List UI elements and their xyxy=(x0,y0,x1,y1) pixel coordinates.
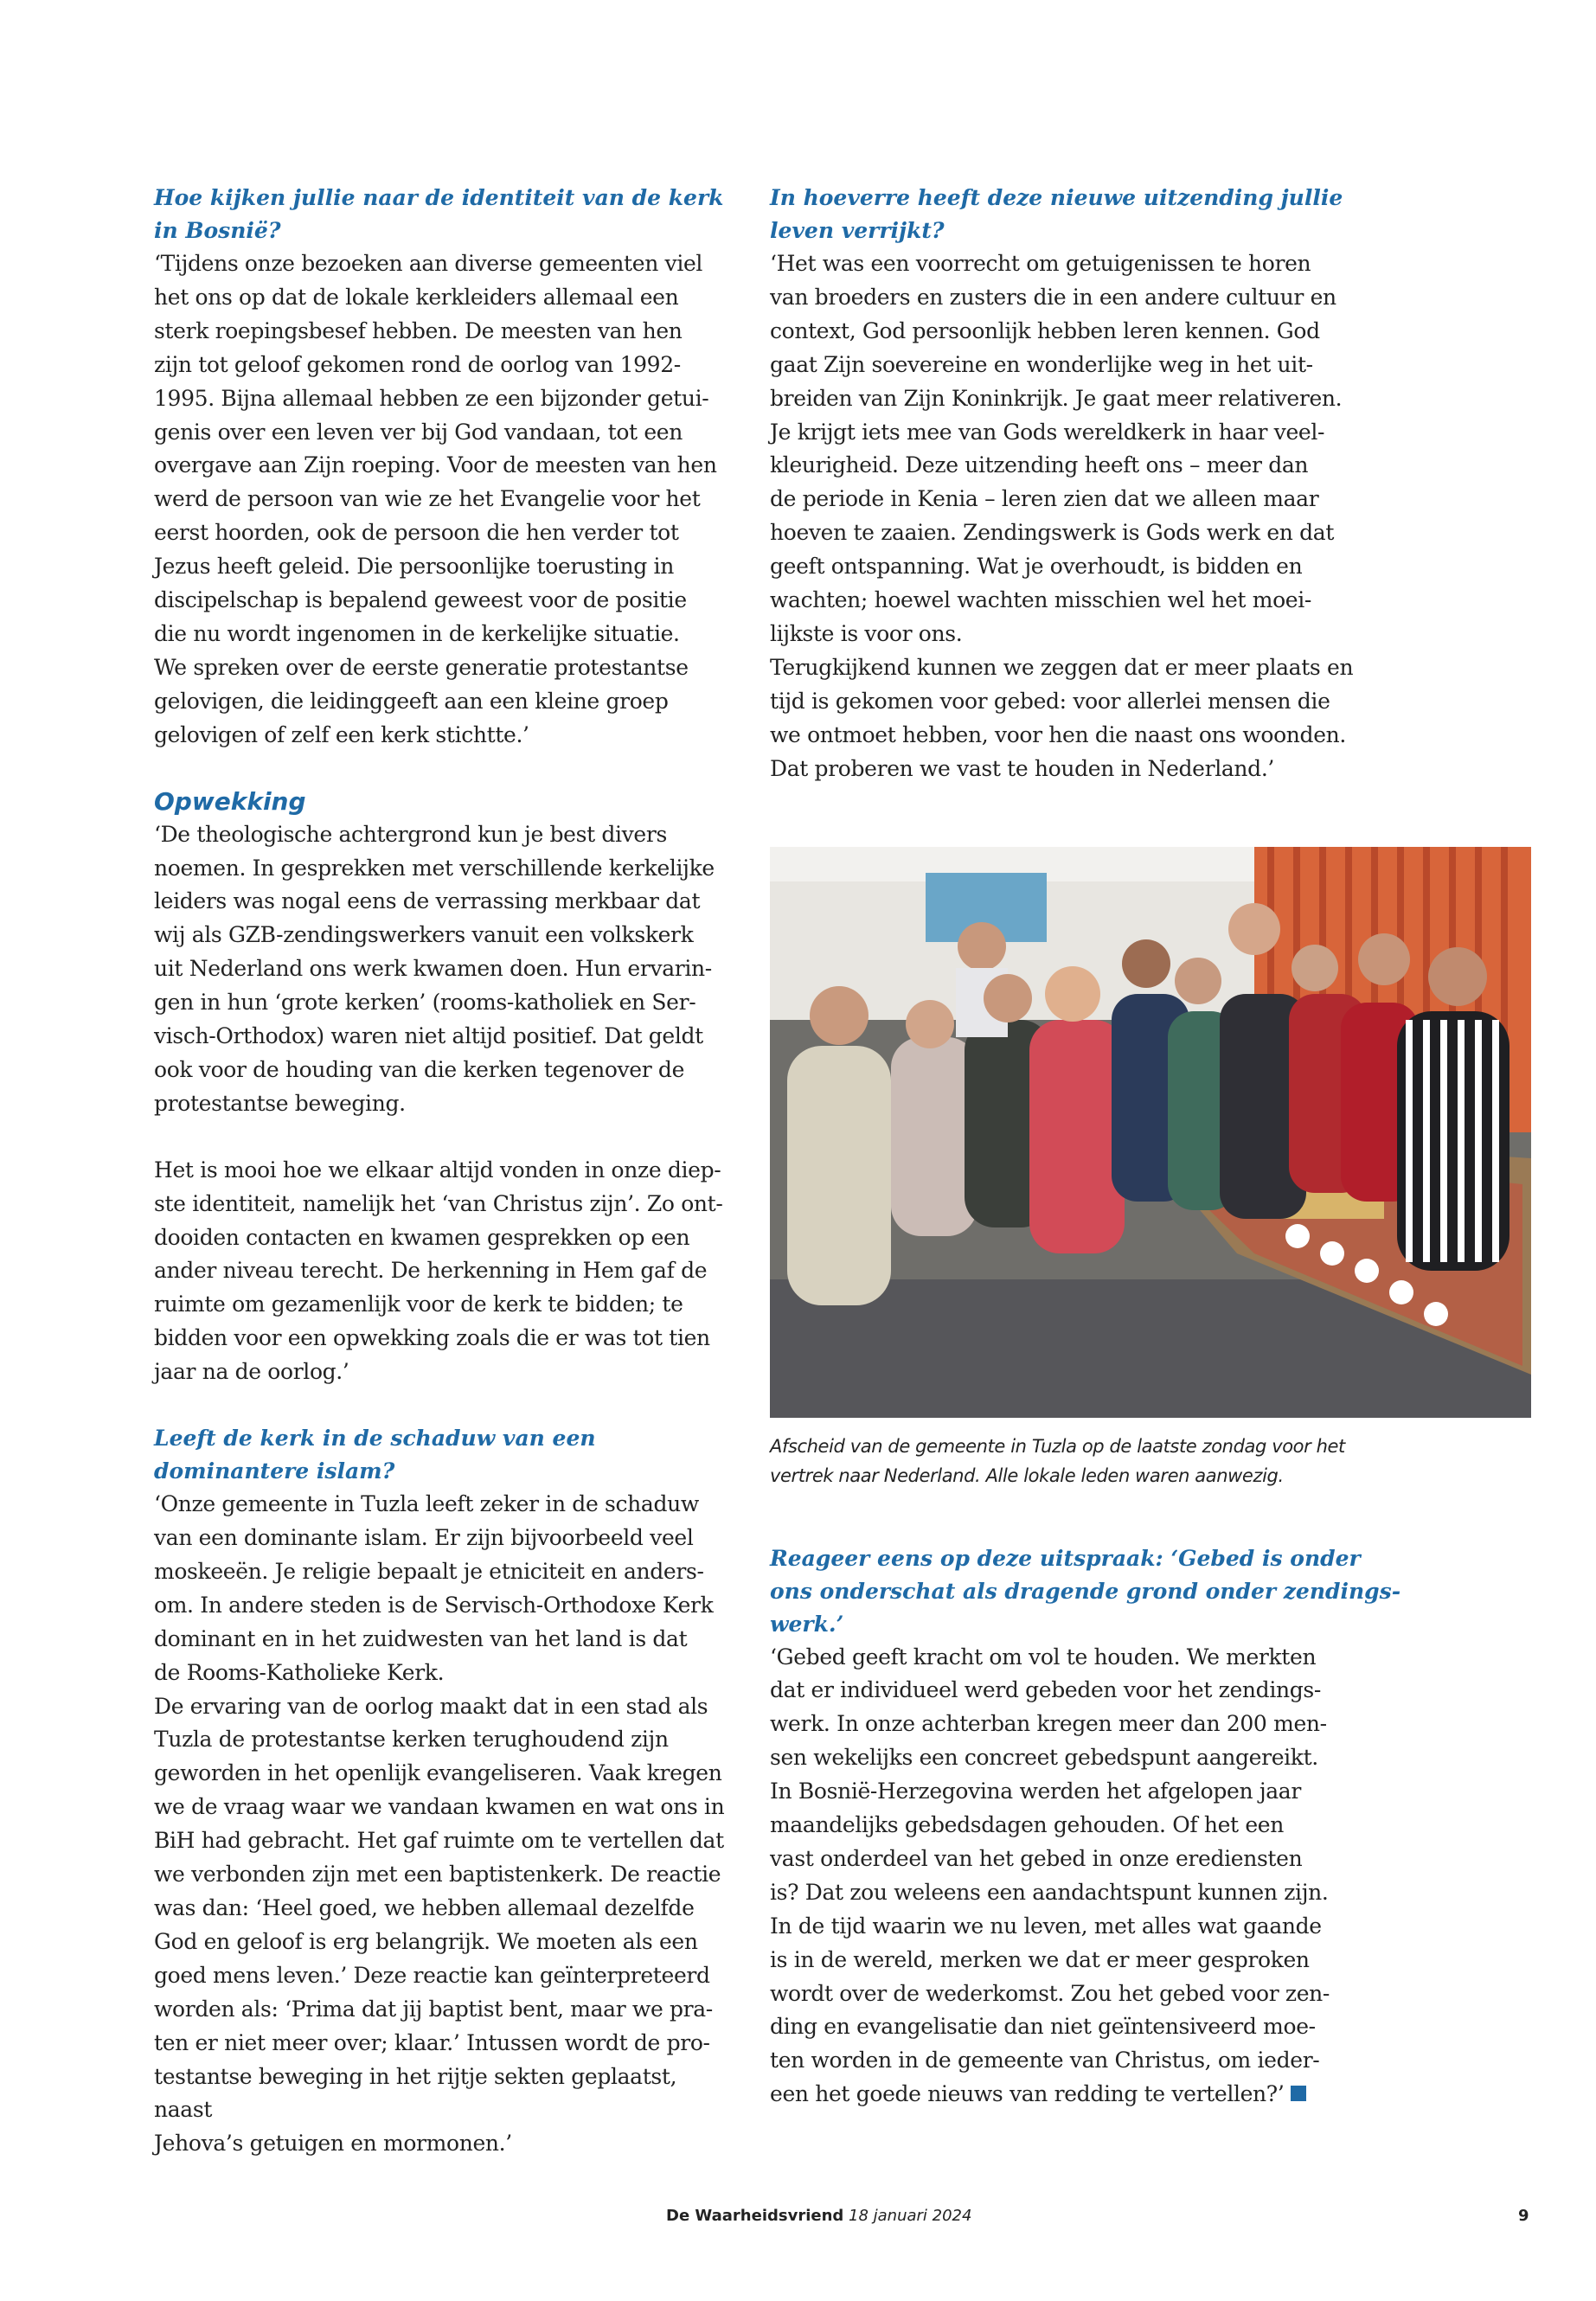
text-line: ‘Gebed geeft kracht om vol te houden. We merkten xyxy=(770,1644,1317,1670)
text-line: ten worden in de gemeente van Christus, om ieder- xyxy=(770,2048,1320,2073)
question-heading: Reageer eens op deze uitspraak: ‘Gebed is onder ons onderschat als dragende grond onder zendings-werk.’ xyxy=(770,1545,1401,1637)
publication-line xyxy=(666,2207,971,2225)
text-line: we de vraag waar we vandaan kwamen en wat ons in xyxy=(154,1794,725,1820)
answer-text xyxy=(154,247,725,753)
text-line: gaat Zijn soevereine en wonderlijke weg in het uit- xyxy=(770,351,1313,377)
text-line: werd de persoon van wie ze het Evangelie voor het xyxy=(154,486,701,512)
text-line: God en geloof is erg belangrijk. We moeten als een xyxy=(154,1928,698,1954)
end-mark-icon xyxy=(1291,2086,1306,2101)
text-line: vast onderdeel van het gebed in onze erediensten xyxy=(770,1845,1303,1871)
text-line: van een dominante islam. Er zijn bijvoorbeeld veel xyxy=(154,1525,694,1550)
answer-text xyxy=(770,1641,1410,2112)
text-line: ‘Het was een voorrecht om getuigenissen te horen xyxy=(770,251,1311,276)
text-line: De ervaring van de oorlog maakt dat in een stad als xyxy=(154,1693,708,1719)
text-line: ruimte om gezamenlijk voor de kerk te bidden; te xyxy=(154,1292,683,1317)
text-line: gelovigen, die leidinggeeft aan een kleine groep xyxy=(154,688,669,714)
text-line: werk. In onze achterban kregen meer dan 200 men- xyxy=(770,1711,1327,1737)
issue-date: 18 januari 2024 xyxy=(849,2207,972,2225)
text-line: hoeven te zaaien. Zendingswerk is Gods werk en dat xyxy=(770,520,1335,546)
text-line: is? Dat zou weleens een aandachtspunt kunnen zijn. xyxy=(770,1879,1329,1905)
text-line: genis over een leven ver bij God vandaan, tot een xyxy=(154,419,683,445)
text-line: leiders was nogal eens de verrassing merkbaar dat xyxy=(154,888,701,914)
text-line: de Rooms-Katholieke Kerk. xyxy=(154,1659,445,1685)
text-line: een het goede nieuws van redding te vertellen?’ xyxy=(770,2078,1410,2112)
group-photo xyxy=(770,847,1531,1418)
text-line: geworden in het openlijk evangeliseren. Vaak kregen xyxy=(154,1760,722,1786)
text-line: van broeders en zusters die in een andere cultuur en xyxy=(770,284,1336,310)
text-line: gelovigen of zelf een kerk stichtte.’ xyxy=(154,721,529,747)
text-line: Jezus heeft geleid. Die persoonlijke toerusting in xyxy=(154,554,674,580)
text-line: dooiden contacten en kwamen gesprekken op een xyxy=(154,1224,690,1250)
text-line: lijkste is voor ons. xyxy=(770,620,963,646)
question-heading: Leeft de kerk in de schaduw van een dominantere islam? xyxy=(154,1426,596,1484)
text-line: ding en evangelisatie dan niet geïntensiveerd moe- xyxy=(770,2014,1316,2040)
text-line: goed mens leven.’ Deze reactie kan geïnterpreteerd xyxy=(154,1962,710,1988)
text-line: wordt over de wederkomst. Zou het gebed voor zen- xyxy=(770,1980,1330,2006)
text-line: context, God persoonlijk hebben leren kennen. God xyxy=(770,317,1320,343)
photo-caption: Afscheid van de gemeente in Tuzla op de laatste zondag voor het vertrek naar Nederland. Alle lokale leden waren aanwezig. xyxy=(770,1435,1345,1486)
text-line: We spreken over de eerste generatie protestantse xyxy=(154,654,689,680)
text-line: uit Nederland ons werk kwamen doen. Hun ervarin- xyxy=(154,956,712,982)
text-line: overgave aan Zijn roeping. Voor de meesten van hen xyxy=(154,452,717,478)
right-column xyxy=(770,182,1410,2112)
text-line: Terugkijkend kunnen we zeggen dat er meer plaats en xyxy=(770,654,1354,680)
question-heading: Hoe kijken jullie naar de identiteit van de kerk in Bosnië? xyxy=(154,185,724,243)
text-line: ook voor de houding van die kerken tegenover de xyxy=(154,1056,685,1082)
text-line: Jehova’s getuigen en mormonen.’ xyxy=(154,2131,512,2157)
answer-text xyxy=(154,818,725,1121)
text-line: noemen. In gesprekken met verschillende kerkelijke xyxy=(154,855,715,881)
text-line: bidden voor een opwekking zoals die er was tot tien xyxy=(154,1325,710,1351)
text-line: testantse beweging in het rijtje sekten geplaatst, naast xyxy=(154,2063,677,2123)
text-line: ‘Onze gemeente in Tuzla leeft zeker in de schaduw xyxy=(154,1491,699,1517)
text-line: jaar na de oorlog.’ xyxy=(154,1359,349,1385)
text-line: dat er individueel werd gebeden voor het zendings- xyxy=(770,1677,1321,1703)
question-heading: In hoeverre heeft deze nieuwe uitzending jullie leven verrijkt? xyxy=(770,185,1343,243)
text-line: we ontmoet hebben, voor hen die naast ons woonden. xyxy=(770,721,1346,747)
text-line: eerst hoorden, ook de persoon die hen verder tot xyxy=(154,520,679,546)
text-line: het ons op dat de lokale kerkleiders allemaal een xyxy=(154,284,679,310)
text-line: sen wekelijks een concreet gebedspunt aangereikt. xyxy=(770,1745,1318,1771)
answer-text xyxy=(770,247,1410,786)
text-line: Dat proberen we vast te houden in Nederland.’ xyxy=(770,755,1275,781)
text-line: In Bosnië-Herzegovina werden het afgelopen jaar xyxy=(770,1779,1301,1804)
text-line: ten er niet meer over; klaar.’ Intussen wordt de pro- xyxy=(154,2029,710,2055)
text-line: is in de wereld, merken we dat er meer gesproken xyxy=(770,1946,1310,1972)
publication-name: De Waarheidsvriend xyxy=(666,2207,844,2225)
text-line: die nu wordt ingenomen in de kerkelijke situatie. xyxy=(154,620,680,646)
text-line: ste identiteit, namelijk het ‘van Christus zijn’. Zo ont- xyxy=(154,1190,723,1216)
text-line: discipelschap is bepalend geweest voor de positie xyxy=(154,587,687,613)
text-line: dominant en in het zuidwesten van het land is dat xyxy=(154,1625,688,1651)
text-line: Het is mooi hoe we elkaar altijd vonden in onze diep- xyxy=(154,1157,721,1183)
text-line: ‘De theologische achtergrond kun je best divers xyxy=(154,821,667,847)
text-line: In de tijd waarin we nu leven, met alles wat gaande xyxy=(770,1913,1322,1939)
text-line: geeft ontspanning. Wat je overhoudt, is bidden en xyxy=(770,554,1303,580)
answer-text xyxy=(154,1154,725,1389)
text-line: ‘Tijdens onze bezoeken aan diverse gemeenten viel xyxy=(154,251,703,276)
text-line: breiden van Zijn Koninkrijk. Je gaat meer relativeren. xyxy=(770,385,1343,411)
text-line: protestantse beweging. xyxy=(154,1090,406,1116)
text-line: was dan: ‘Heel goed, we hebben allemaal dezelfde xyxy=(154,1894,695,1920)
text-line: wachten; hoewel wachten misschien wel het moei- xyxy=(770,587,1311,613)
text-line: gen in hun ‘grote kerken’ (rooms-katholiek en Ser- xyxy=(154,990,696,1016)
section-heading: Opwekking xyxy=(154,786,306,816)
text-line: sterk roepingsbesef hebben. De meesten van hen xyxy=(154,317,683,343)
text-line: maandelijks gebedsdagen gehouden. Of het een xyxy=(770,1812,1284,1838)
text-line: moskeeën. Je religie bepaalt je etniciteit en anders- xyxy=(154,1558,704,1584)
text-line: we verbonden zijn met een baptistenkerk. De reactie xyxy=(154,1862,721,1888)
text-line: zijn tot geloof gekomen rond de oorlog van 1992- xyxy=(154,351,681,377)
text-line: kleurigheid. Deze uitzending heeft ons – meer dan xyxy=(770,452,1309,478)
text-line: tijd is gekomen voor gebed: voor allerlei mensen die xyxy=(770,688,1330,714)
text-line: BiH had gebracht. Het gaf ruimte om te vertellen dat xyxy=(154,1828,724,1854)
text-line: visch-Orthodox) waren niet altijd positief. Dat geldt xyxy=(154,1023,703,1049)
answer-text xyxy=(154,1488,725,2161)
text-line: wij als GZB-zendingswerkers vanuit een volkskerk xyxy=(154,922,694,948)
text-line: ander niveau terecht. De herkenning in Hem gaf de xyxy=(154,1258,708,1284)
page-number: 9 xyxy=(1518,2207,1529,2225)
left-column xyxy=(154,182,725,2161)
text-line: om. In andere steden is de Servisch-Orthodoxe Kerk xyxy=(154,1592,714,1618)
text-line: Je krijgt iets mee van Gods wereldkerk in haar veel- xyxy=(770,419,1325,445)
text-line: 1995. Bijna allemaal hebben ze een bijzonder getui- xyxy=(154,385,709,411)
text-line: de periode in Kenia – leren zien dat we alleen maar xyxy=(770,486,1319,512)
text-line: Tuzla de protestantse kerken terughoudend zijn xyxy=(154,1727,669,1753)
text-line: worden als: ‘Prima dat jij baptist bent, maar we pra- xyxy=(154,1996,713,2022)
